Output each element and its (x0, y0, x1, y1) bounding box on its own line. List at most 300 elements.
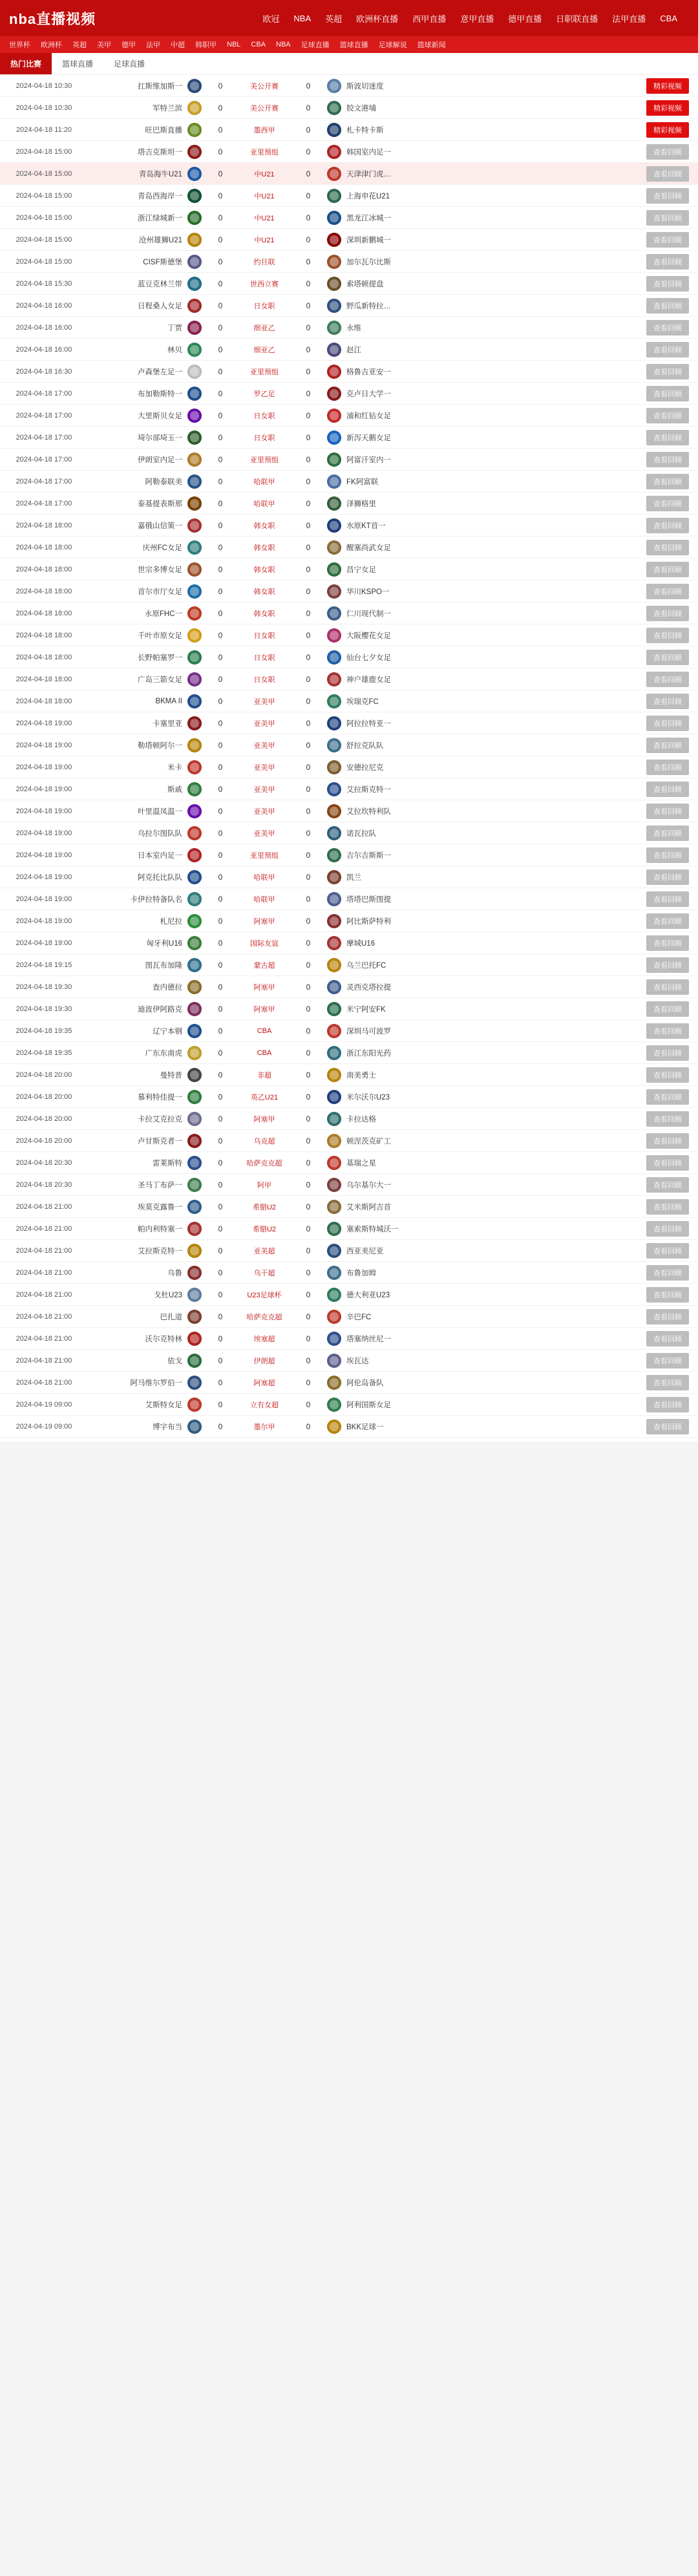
table-row[interactable] (0, 229, 698, 251)
away-team[interactable] (323, 211, 446, 225)
away-team[interactable] (323, 233, 446, 247)
nav-item-4[interactable]: 西甲直播 (412, 14, 447, 24)
away-team[interactable] (323, 255, 446, 269)
away-team[interactable] (323, 980, 446, 994)
home-team[interactable] (83, 79, 206, 93)
away-team[interactable] (323, 101, 446, 115)
away-team[interactable] (323, 1134, 446, 1148)
action-cell (446, 452, 693, 467)
match-time: 2024-04-19 09:00 (16, 1400, 72, 1409)
view-replay-button[interactable]: 查看回顾 (646, 232, 689, 248)
away-team[interactable] (323, 79, 446, 93)
home-team[interactable] (83, 1024, 206, 1038)
view-replay-button[interactable]: 查看回顾 (646, 1001, 689, 1017)
view-replay-button[interactable]: 查看回顾 (646, 913, 689, 929)
away-team[interactable] (323, 1222, 446, 1236)
view-replay-button[interactable]: 查看回顾 (646, 364, 689, 379)
home-team[interactable] (83, 1376, 206, 1390)
view-replay-button[interactable]: 查看回顾 (646, 1309, 689, 1325)
view-replay-button[interactable]: 查看回顾 (646, 144, 689, 160)
away-team[interactable] (323, 672, 446, 687)
away-team[interactable] (323, 1046, 446, 1060)
away-team[interactable] (323, 782, 446, 796)
subnav-item-5[interactable]: 法甲 (146, 41, 160, 49)
table-row[interactable] (0, 1108, 698, 1130)
table-row[interactable] (0, 1416, 698, 1438)
table-row[interactable] (0, 1152, 698, 1174)
away-team-name: 赵江 (346, 346, 361, 354)
table-row[interactable] (0, 295, 698, 317)
table-row[interactable] (0, 119, 698, 141)
away-team[interactable] (323, 628, 446, 643)
home-team[interactable] (83, 1156, 206, 1170)
table-row[interactable] (0, 97, 698, 119)
home-team-name: 蓝豆克林兰带 (138, 280, 182, 288)
nav-item-3[interactable]: 欧洲杯直播 (356, 14, 399, 24)
table-row[interactable] (0, 624, 698, 646)
table-row[interactable] (0, 800, 698, 822)
view-replay-button[interactable]: 查看回顾 (646, 210, 689, 226)
table-row[interactable] (0, 471, 698, 493)
home-team[interactable] (83, 892, 206, 906)
away-team[interactable] (323, 431, 446, 445)
table-row[interactable] (0, 646, 698, 668)
home-team[interactable] (83, 650, 206, 665)
view-replay-button[interactable]: 查看回顾 (646, 254, 689, 270)
view-replay-button[interactable]: 查看回顾 (646, 1199, 689, 1215)
away-team-name: 新泻天鹅女足 (346, 434, 391, 442)
table-row[interactable] (0, 515, 698, 537)
table-row[interactable] (0, 1394, 698, 1416)
view-replay-button[interactable]: 查看回顾 (646, 716, 689, 731)
action-cell (446, 298, 693, 314)
action-cell (446, 1419, 693, 1434)
subnav-item-0[interactable]: 世界杯 (9, 41, 30, 49)
home-team[interactable] (83, 321, 206, 335)
table-row[interactable] (0, 778, 698, 800)
table-row[interactable] (0, 75, 698, 97)
table-row[interactable] (0, 1328, 698, 1350)
table-row[interactable] (0, 449, 698, 471)
view-replay-button[interactable]: 查看回顾 (646, 760, 689, 775)
view-replay-button[interactable]: 查看回顾 (646, 935, 689, 951)
view-replay-button[interactable]: 查看回顾 (646, 1045, 689, 1061)
view-replay-button[interactable]: 查看回顾 (646, 869, 689, 885)
action-cell (446, 562, 693, 577)
home-team[interactable] (83, 848, 206, 862)
away-team[interactable] (323, 870, 446, 884)
away-team[interactable] (323, 826, 446, 840)
away-team-name: 华川KSPO一 (346, 588, 390, 596)
table-row[interactable] (0, 910, 698, 932)
nav-item-1[interactable]: NBA (293, 13, 312, 23)
nav-item-7[interactable]: 日职联直播 (556, 14, 598, 24)
view-replay-button[interactable]: 查看回顾 (646, 1133, 689, 1149)
away-team[interactable] (323, 518, 446, 533)
home-team[interactable] (83, 145, 206, 159)
away-team[interactable] (323, 650, 446, 665)
home-team[interactable] (83, 1398, 206, 1412)
view-replay-button[interactable]: 查看回顾 (646, 408, 689, 423)
view-replay-button[interactable]: 查看回顾 (646, 825, 689, 841)
view-replay-button[interactable]: 查看回顾 (646, 1089, 689, 1105)
home-team[interactable] (83, 606, 206, 621)
table-row[interactable] (0, 844, 698, 866)
away-team[interactable] (323, 321, 446, 335)
away-team[interactable] (323, 694, 446, 708)
table-row[interactable] (0, 1020, 698, 1042)
table-row[interactable] (0, 1284, 698, 1306)
match-time: 2024-04-18 19:00 (16, 741, 72, 749)
watch-highlights-button[interactable]: 精彩视频 (646, 100, 689, 116)
view-replay-button[interactable]: 查看回顾 (646, 847, 689, 863)
home-team[interactable] (83, 870, 206, 884)
home-team[interactable] (83, 431, 206, 445)
nav-item-5[interactable]: 意甲直播 (460, 14, 494, 24)
view-replay-button[interactable]: 查看回顾 (646, 694, 689, 709)
view-replay-button[interactable]: 查看回顾 (646, 1353, 689, 1368)
view-replay-button[interactable]: 查看回顾 (646, 584, 689, 599)
home-team[interactable] (83, 1222, 206, 1236)
view-replay-button[interactable]: 查看回顾 (646, 1243, 689, 1259)
watch-highlights-button[interactable]: 精彩视频 (646, 78, 689, 94)
view-replay-button[interactable]: 查看回顾 (646, 188, 689, 204)
table-row[interactable] (0, 1042, 698, 1064)
nav-item-6[interactable]: 德甲直播 (508, 14, 542, 24)
table-row[interactable] (0, 888, 698, 910)
view-replay-button[interactable]: 查看回顾 (646, 540, 689, 555)
view-replay-button[interactable]: 查看回顾 (646, 276, 689, 292)
home-team[interactable] (83, 628, 206, 643)
table-row[interactable] (0, 712, 698, 734)
view-replay-button[interactable]: 查看回顾 (646, 166, 689, 182)
home-team[interactable] (83, 1090, 206, 1104)
table-row[interactable] (0, 185, 698, 207)
home-team[interactable] (83, 474, 206, 489)
table-row[interactable] (0, 1196, 698, 1218)
table-row[interactable] (0, 734, 698, 756)
home-team[interactable] (83, 936, 206, 950)
view-replay-button[interactable]: 查看回顾 (646, 1375, 689, 1390)
away-team-crest-icon (327, 1046, 341, 1060)
view-replay-button[interactable]: 查看回顾 (646, 606, 689, 621)
table-row[interactable] (0, 537, 698, 559)
home-team[interactable] (83, 826, 206, 840)
site-logo[interactable]: nba直播视频 (9, 10, 96, 27)
home-team[interactable] (83, 1266, 206, 1280)
view-replay-button[interactable]: 查看回顾 (646, 672, 689, 687)
home-team[interactable] (83, 233, 206, 247)
table-row[interactable] (0, 976, 698, 998)
table-row[interactable] (0, 251, 698, 273)
away-team[interactable] (323, 123, 446, 137)
home-team[interactable] (83, 1134, 206, 1148)
away-team-crest-icon (327, 1002, 341, 1016)
view-replay-button[interactable]: 查看回顾 (646, 430, 689, 445)
home-team[interactable] (83, 1288, 206, 1302)
table-row[interactable] (0, 1086, 698, 1108)
home-team[interactable] (83, 672, 206, 687)
home-team[interactable] (83, 738, 206, 752)
watch-highlights-button[interactable]: 精彩视频 (646, 122, 689, 138)
away-team[interactable] (323, 1332, 446, 1346)
away-team[interactable] (323, 1068, 446, 1082)
away-team-crest-icon (327, 1112, 341, 1126)
table-row[interactable] (0, 668, 698, 690)
view-replay-button[interactable]: 查看回顾 (646, 1177, 689, 1193)
view-replay-button[interactable]: 查看回顾 (646, 804, 689, 819)
away-team[interactable] (323, 1244, 446, 1258)
away-team[interactable] (323, 1178, 446, 1192)
home-team[interactable] (83, 1178, 206, 1192)
away-team[interactable] (323, 716, 446, 730)
home-team[interactable] (83, 1046, 206, 1060)
away-team[interactable] (323, 496, 446, 511)
table-row[interactable] (0, 932, 698, 954)
table-row[interactable] (0, 1240, 698, 1262)
view-replay-button[interactable]: 查看回顾 (646, 496, 689, 511)
table-row[interactable] (0, 866, 698, 888)
away-team[interactable] (323, 1420, 446, 1434)
away-team[interactable] (323, 892, 446, 906)
table-row[interactable] (0, 1218, 698, 1240)
table-row[interactable] (0, 361, 698, 383)
away-team[interactable] (323, 1090, 446, 1104)
table-row[interactable] (0, 822, 698, 844)
view-replay-button[interactable]: 查看回顾 (646, 738, 689, 753)
away-team[interactable] (323, 1200, 446, 1214)
home-team[interactable] (83, 496, 206, 511)
away-team[interactable] (323, 387, 446, 401)
view-replay-button[interactable]: 查看回顾 (646, 474, 689, 489)
view-replay-button[interactable]: 查看回顾 (646, 650, 689, 665)
table-row[interactable] (0, 405, 698, 427)
home-team[interactable] (83, 299, 206, 313)
home-team[interactable] (83, 255, 206, 269)
away-team[interactable] (323, 409, 446, 423)
match-score: 0 (218, 520, 223, 530)
away-team[interactable] (323, 1288, 446, 1302)
home-team-name: 广岛三箭女足 (138, 676, 182, 684)
table-row[interactable] (0, 954, 698, 976)
home-team[interactable] (83, 1002, 206, 1016)
view-replay-button[interactable]: 查看回顾 (646, 1397, 689, 1412)
view-replay-button[interactable]: 查看回顾 (646, 979, 689, 995)
view-replay-button[interactable]: 查看回顾 (646, 1155, 689, 1171)
view-replay-button[interactable]: 查看回顾 (646, 518, 689, 533)
table-row[interactable] (0, 383, 698, 405)
view-replay-button[interactable]: 查看回顾 (646, 891, 689, 907)
away-team[interactable] (323, 804, 446, 818)
match-time: 2024-04-18 19:15 (16, 961, 72, 969)
subnav-item-9[interactable]: CBA (251, 41, 266, 48)
nav-item-2[interactable]: 英超 (325, 14, 343, 24)
view-replay-button[interactable]: 查看回顾 (646, 452, 689, 467)
view-replay-button[interactable]: 查看回顾 (646, 782, 689, 797)
home-team[interactable] (83, 167, 206, 181)
away-team[interactable] (323, 1156, 446, 1170)
home-team[interactable] (83, 760, 206, 774)
tab-hot-matches[interactable]: 热门比赛 (0, 53, 52, 74)
away-team[interactable] (323, 365, 446, 379)
away-team[interactable] (323, 452, 446, 467)
home-team-name: 军特兰滨 (153, 104, 182, 112)
home-team[interactable] (83, 540, 206, 555)
view-replay-button[interactable]: 查看回顾 (646, 562, 689, 577)
subnav-item-10[interactable]: NBA (276, 41, 291, 48)
away-team[interactable] (323, 738, 446, 752)
subnav-item-6[interactable]: 中超 (171, 41, 185, 49)
table-row[interactable] (0, 602, 698, 624)
home-team[interactable] (83, 452, 206, 467)
away-team[interactable] (323, 167, 446, 181)
away-team[interactable] (323, 914, 446, 928)
home-team[interactable] (83, 584, 206, 599)
home-team[interactable] (83, 343, 206, 357)
away-team[interactable] (323, 540, 446, 555)
home-team[interactable] (83, 782, 206, 796)
view-replay-button[interactable]: 查看回顾 (646, 957, 689, 973)
table-row[interactable] (0, 1130, 698, 1152)
table-row[interactable] (0, 690, 698, 712)
home-team[interactable] (83, 123, 206, 137)
view-replay-button[interactable]: 查看回顾 (646, 1221, 689, 1237)
away-team[interactable] (323, 343, 446, 357)
table-row[interactable] (0, 493, 698, 515)
away-team[interactable] (323, 1002, 446, 1016)
away-team[interactable] (323, 760, 446, 774)
table-row[interactable] (0, 427, 698, 449)
home-team[interactable] (83, 1354, 206, 1368)
table-row[interactable] (0, 339, 698, 361)
subnav-item-4[interactable]: 德甲 (122, 41, 136, 49)
home-team[interactable] (83, 1244, 206, 1258)
home-team[interactable] (83, 101, 206, 115)
home-team[interactable] (83, 694, 206, 708)
view-replay-button[interactable]: 查看回顾 (646, 1419, 689, 1434)
table-row[interactable] (0, 1174, 698, 1196)
view-replay-button[interactable]: 查看回顾 (646, 320, 689, 335)
view-replay-button[interactable]: 查看回顾 (646, 1111, 689, 1127)
table-row[interactable] (0, 1350, 698, 1372)
home-team[interactable] (83, 1332, 206, 1346)
away-team[interactable] (323, 562, 446, 577)
subnav-item-14[interactable]: 篮球新闻 (417, 41, 446, 49)
home-team[interactable] (83, 189, 206, 203)
away-team[interactable] (323, 474, 446, 489)
nav-item-0[interactable]: 欧冠 (262, 14, 280, 24)
tab-football-live[interactable]: 足球直播 (114, 59, 145, 69)
view-replay-button[interactable]: 查看回顾 (646, 342, 689, 357)
home-team[interactable] (83, 365, 206, 379)
table-row[interactable] (0, 207, 698, 229)
table-row[interactable] (0, 1306, 698, 1328)
home-team[interactable] (83, 277, 206, 291)
table-row[interactable] (0, 1372, 698, 1394)
view-replay-button[interactable]: 查看回顾 (646, 298, 689, 314)
league-label: 日女职 (253, 654, 275, 662)
away-team[interactable] (323, 145, 446, 159)
view-replay-button[interactable]: 查看回顾 (646, 1287, 689, 1303)
tab-basketball-live[interactable]: 篮球直播 (62, 59, 94, 69)
away-team[interactable] (323, 584, 446, 599)
away-team[interactable] (323, 606, 446, 621)
away-team[interactable] (323, 1354, 446, 1368)
home-team[interactable] (83, 562, 206, 577)
view-replay-button[interactable]: 查看回顾 (646, 1023, 689, 1039)
home-team[interactable] (83, 1068, 206, 1082)
away-team[interactable] (323, 189, 446, 203)
away-team-name: 浦和红钻女足 (346, 412, 391, 420)
action-cell (446, 1375, 693, 1390)
view-replay-button[interactable]: 查看回顾 (646, 1067, 689, 1083)
table-row[interactable] (0, 559, 698, 580)
away-team[interactable] (323, 1376, 446, 1390)
home-team[interactable] (83, 387, 206, 401)
away-team[interactable] (323, 1398, 446, 1412)
home-team[interactable] (83, 804, 206, 818)
subnav-item-8[interactable]: NBL (227, 41, 241, 48)
away-team[interactable] (323, 299, 446, 313)
away-team[interactable] (323, 1112, 446, 1126)
subnav-item-3[interactable]: 美甲 (97, 41, 111, 49)
table-row[interactable] (0, 1262, 698, 1284)
view-replay-button[interactable]: 查看回顾 (646, 1331, 689, 1347)
home-team[interactable] (83, 211, 206, 225)
table-row[interactable] (0, 163, 698, 185)
subnav-item-7[interactable]: 韩职甲 (195, 41, 217, 49)
table-row[interactable] (0, 756, 698, 778)
table-row[interactable] (0, 273, 698, 295)
view-replay-button[interactable]: 查看回顾 (646, 386, 689, 401)
view-replay-button[interactable]: 查看回顾 (646, 1265, 689, 1281)
away-team[interactable] (323, 848, 446, 862)
table-row[interactable] (0, 317, 698, 339)
away-team[interactable] (323, 958, 446, 972)
nav-item-9[interactable]: CBA (660, 13, 677, 23)
subnav-item-11[interactable]: 足球直播 (301, 41, 330, 49)
away-team[interactable] (323, 277, 446, 291)
away-team[interactable] (323, 1310, 446, 1324)
subnav-item-12[interactable]: 篮球直播 (339, 41, 368, 49)
subnav-item-13[interactable]: 足球解说 (378, 41, 407, 49)
table-row[interactable] (0, 580, 698, 602)
home-team[interactable] (83, 1112, 206, 1126)
match-time: 2024-04-18 21:00 (16, 1290, 72, 1299)
home-team[interactable] (83, 409, 206, 423)
subnav-item-2[interactable]: 英超 (72, 41, 87, 49)
home-team[interactable] (83, 518, 206, 533)
away-team[interactable] (323, 1024, 446, 1038)
home-team[interactable] (83, 958, 206, 972)
table-row[interactable] (0, 998, 698, 1020)
view-replay-button[interactable]: 查看回顾 (646, 628, 689, 643)
match-score: 0 (218, 1400, 223, 1409)
table-row[interactable] (0, 1064, 698, 1086)
home-team[interactable] (83, 716, 206, 730)
home-team[interactable] (83, 980, 206, 994)
away-team[interactable] (323, 936, 446, 950)
home-team[interactable] (83, 914, 206, 928)
away-team[interactable] (323, 1266, 446, 1280)
table-row[interactable] (0, 141, 698, 163)
nav-item-8[interactable]: 法甲直播 (612, 14, 646, 24)
home-team[interactable] (83, 1420, 206, 1434)
subnav-item-1[interactable]: 欧洲杯 (41, 41, 62, 49)
home-team[interactable] (83, 1200, 206, 1214)
home-team[interactable] (83, 1310, 206, 1324)
match-score: 0 (218, 828, 223, 838)
